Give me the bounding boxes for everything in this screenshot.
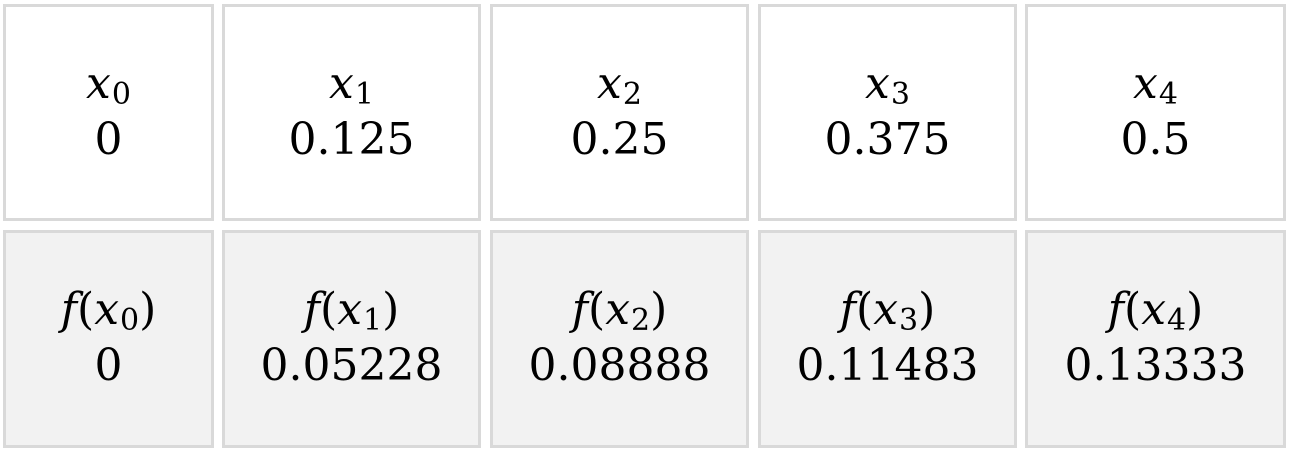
f-subscript: 3	[899, 303, 919, 338]
x-value-1: 0.125	[288, 113, 415, 165]
close-paren: )	[139, 284, 157, 335]
f-value-4: 0.13333	[1064, 340, 1247, 391]
open-paren: (	[1124, 284, 1142, 335]
x-value-4: 0.5	[1120, 113, 1191, 165]
f-value-3: 0.11483	[796, 340, 979, 391]
f-cell-2	[490, 230, 749, 448]
f-fn: f	[839, 284, 857, 335]
x-subscript: 4	[1158, 76, 1178, 112]
f-label-3	[840, 283, 936, 337]
x-subscript: 1	[354, 76, 374, 112]
f-fn: f	[571, 284, 589, 335]
f-fn: f	[60, 284, 78, 335]
open-paren: (	[588, 284, 606, 335]
f-cell-1	[222, 230, 481, 448]
f-label-0	[61, 283, 157, 337]
open-paren: (	[856, 284, 874, 335]
x-cell-0	[3, 4, 214, 221]
x-cell-1	[222, 4, 481, 221]
f-fn: f	[1107, 284, 1125, 335]
x-cell-2	[490, 4, 749, 221]
f-label-1	[304, 283, 400, 337]
f-value-2: 0.08888	[528, 340, 711, 391]
f-var: x	[605, 284, 631, 335]
close-paren: )	[382, 284, 400, 335]
f-cell-0	[3, 230, 214, 448]
x-var: x	[86, 57, 111, 109]
close-paren: )	[918, 284, 936, 335]
f-label-2	[572, 283, 668, 337]
f-var: x	[1141, 284, 1167, 335]
x-var: x	[597, 57, 622, 109]
x-value-3: 0.375	[824, 113, 951, 165]
f-value-0: 0	[94, 340, 123, 391]
f-label-4	[1108, 283, 1204, 337]
x-label-0	[86, 57, 131, 111]
x-cell-4	[1025, 4, 1286, 221]
f-subscript: 1	[363, 303, 383, 338]
values-table	[3, 4, 1286, 448]
f-var: x	[94, 284, 120, 335]
x-label-3	[865, 57, 910, 111]
f-value-1: 0.05228	[260, 340, 443, 391]
close-paren: )	[650, 284, 668, 335]
open-paren: (	[320, 284, 338, 335]
x-var: x	[865, 57, 890, 109]
x-subscript: 3	[890, 76, 910, 112]
x-label-4	[1133, 57, 1178, 111]
x-var: x	[329, 57, 354, 109]
f-fn: f	[303, 284, 321, 335]
open-paren: (	[77, 284, 95, 335]
f-subscript: 0	[120, 303, 140, 338]
x-value-0: 0	[94, 113, 123, 165]
x-value-2: 0.25	[570, 113, 669, 165]
x-subscript: 0	[111, 76, 131, 112]
x-var: x	[1133, 57, 1158, 109]
f-var: x	[337, 284, 363, 335]
close-paren: )	[1186, 284, 1204, 335]
f-subscript: 4	[1167, 303, 1187, 338]
x-label-2	[597, 57, 642, 111]
f-subscript: 2	[631, 303, 651, 338]
f-cell-4	[1025, 230, 1286, 448]
f-var: x	[873, 284, 899, 335]
x-cell-3	[758, 4, 1017, 221]
f-cell-3	[758, 230, 1017, 448]
x-label-1	[329, 57, 374, 111]
x-subscript: 2	[622, 76, 642, 112]
